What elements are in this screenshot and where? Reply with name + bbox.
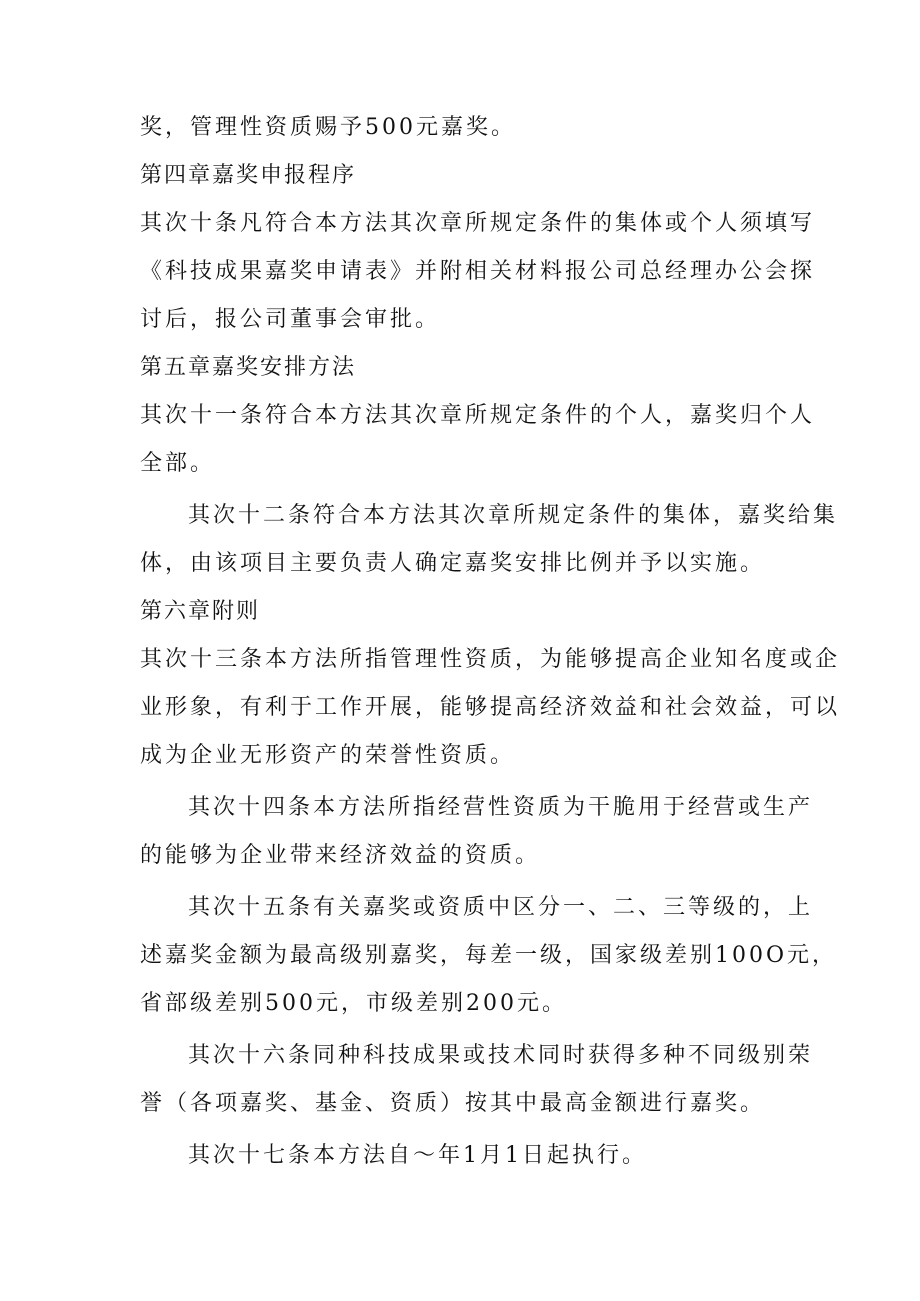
paragraph-line: 其次十七条本方法自～年1月1日起执行。 [188, 1143, 647, 1168]
paragraph-line: 成为企业无形资产的荣誉性资质。 [140, 743, 516, 768]
paragraph-line: 述嘉奖金额为最高级别嘉奖，每差一级，国家级差别100O元， [140, 943, 838, 968]
paragraph-line: 业形象，有利于工作开展，能够提高经济效益和社会效益，可以 [140, 695, 841, 720]
paragraph-line: 其次十三条本方法所指管理性资质，为能够提高企业知名度或企 [140, 647, 841, 672]
paragraph-line: 其次十条凡符合本方法其次章所规定条件的集体或个人须填写 [140, 211, 816, 236]
paragraph-line: 其次十一条符合本方法其次章所规定条件的个人，嘉奖归个人 [140, 403, 816, 428]
paragraph-line: 其次十五条有关嘉奖或资质中区分一、二、三等级的，上 [188, 895, 814, 920]
document-body [140, 104, 841, 1180]
paragraph-line: 体，由该项目主要负责人确定嘉奖安排比例并予以实施。 [140, 551, 766, 576]
chapter-heading-5: 第五章嘉奖安排方法 [140, 355, 357, 380]
paragraph-line: 其次十四条本方法所指经营性资质为干脆用于经营或生产 [188, 795, 814, 820]
paragraph-line: 其次十二条符合本方法其次章所规定条件的集体，嘉奖给集 [188, 503, 839, 528]
paragraph-line: 讨后，报公司董事会审批。 [140, 307, 441, 332]
paragraph-line: 省部级差别500元，市级差别200元。 [140, 991, 567, 1016]
paragraph-line: 奖，管理性资质赐予500元嘉奖。 [140, 115, 516, 140]
chapter-heading-6: 第六章附则 [140, 599, 261, 624]
chapter-heading-4: 第四章嘉奖申报程序 [140, 163, 357, 188]
paragraph-line: 的能够为企业带来经济效益的资质。 [140, 843, 541, 868]
paragraph-line: 全部。 [140, 451, 216, 476]
paragraph-line: 《科技成果嘉奖申请表》并附相关材料报公司总经理办公会探 [140, 259, 816, 284]
paragraph-line: 其次十六条同种科技成果或技术同时获得多种不同级别荣 [188, 1043, 814, 1068]
paragraph-line: 誉（各项嘉奖、基金、资质）按其中最高金额进行嘉奖。 [140, 1091, 766, 1116]
